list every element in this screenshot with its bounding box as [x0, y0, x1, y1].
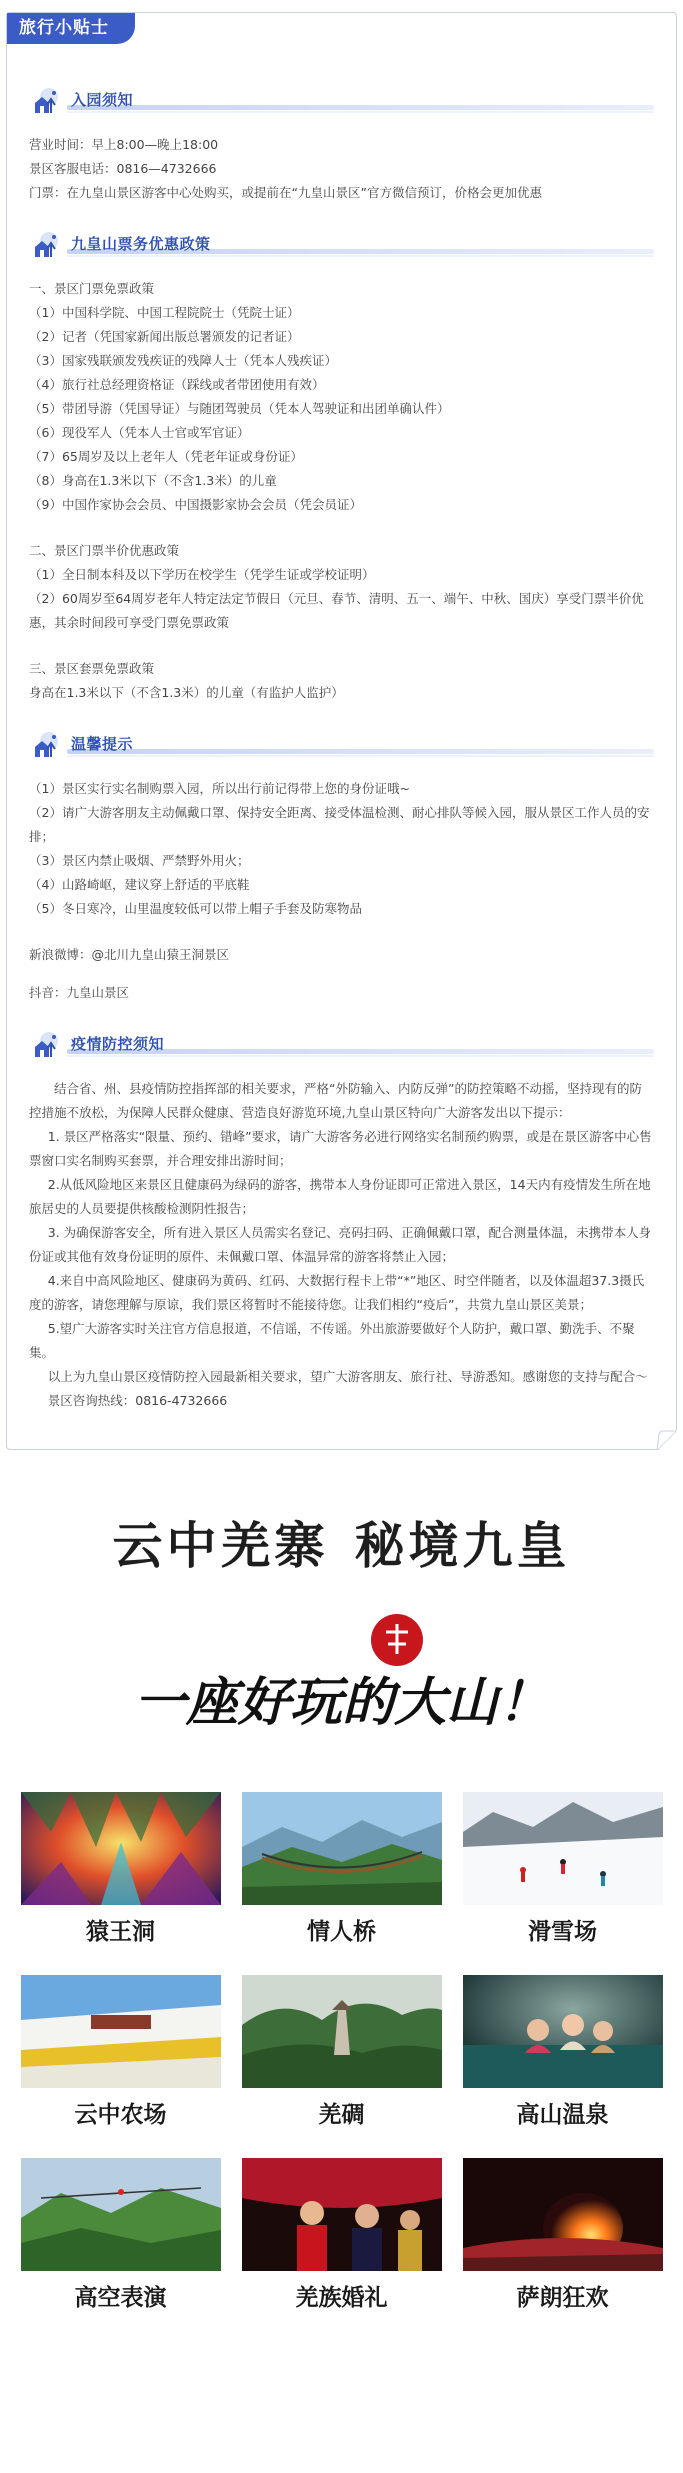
section-title: 温馨提示 [71, 735, 134, 753]
text-line: （3）景区内禁止吸烟、严禁野外用火； [29, 853, 250, 868]
house-tree-icon [29, 227, 63, 261]
promo-title-left: 云中羌寨 [112, 1516, 329, 1575]
slogan-calligraphy [0, 1602, 683, 1752]
text-line: （4）旅行社总经理资格证（踩线或者带团使用有效） [29, 377, 325, 392]
attraction-tile[interactable] [242, 1975, 442, 2132]
section-ticket-policy [29, 227, 654, 705]
hotline: 景区咨询热线：0816-4732666 [47, 1393, 228, 1408]
attraction-label: 猿王洞 [86, 1918, 155, 1945]
paragraph: 3. 为确保游客安全，所有进入景区人员需实名登记、亮码扫码、正确佩戴口罩，配合测量体温，未携带本人身份证或其他有效身份证明的原件、未佩戴口罩、体温异常的游客将禁止入园； [29, 1225, 652, 1264]
section-underline [67, 749, 654, 754]
text-line: （2）请广大游客朋友主动佩戴口罩、保持安全距离、接受体温检测、耐心排队等候入园，服从景区工作人员的安排； [29, 805, 650, 844]
house-tree-icon [29, 727, 63, 761]
attraction-label: 滑雪场 [528, 1918, 597, 1945]
house-tree-icon [29, 1027, 63, 1061]
attraction-label: 高山温泉 [516, 2101, 609, 2128]
text-line: （1）全日制本科及以下学历在校学生（凭学生证或学校证明） [29, 567, 375, 582]
text-line: （8）身高在1.3米以下（不含1.3米）的儿童 [29, 473, 277, 488]
section-header [29, 83, 654, 117]
text-line: （5）带团导游（凭国导证）与随团驾驶员（凭本人驾驶证和出团单确认件） [29, 401, 450, 416]
house-tree-icon [29, 83, 63, 117]
attraction-tile[interactable] [463, 2158, 663, 2315]
attraction-tile[interactable] [463, 1792, 663, 1949]
attraction-tile[interactable] [242, 2158, 442, 2315]
attraction-label: 情人桥 [307, 1918, 376, 1945]
promo-title-right: 秘境九皇 [354, 1516, 571, 1575]
text-line: 二、景区门票半价优惠政策 [29, 543, 180, 558]
section-header [29, 1027, 654, 1061]
attraction-photo-carnival [463, 2158, 663, 2271]
slogan-art [133, 1602, 550, 1752]
text-line: （2）记者（凭国家新闻出版总署颁发的记者证） [29, 329, 300, 344]
attractions-grid [0, 1792, 683, 2315]
text-line: （2）60周岁至64周岁老年人特定法定节假日（元旦、春节、清明、五一、端午、中秋、国庆）享受门票半价优惠，其余时间段可享受门票免票政策 [29, 591, 644, 630]
text-line: 身高在1.3米以下（不含1.3米）的儿童（有监护人监护） [29, 685, 344, 700]
card-tag: 旅行小贴士 [7, 13, 135, 44]
text-line: （5）冬日寒冷，山里温度较低可以带上帽子手套及防寒物品 [29, 901, 362, 916]
promo-section [0, 1450, 683, 2355]
section-header [29, 227, 654, 261]
text-line: （7）65周岁及以上老年人（凭老年证或身份证） [29, 449, 303, 464]
section-title: 九皇山票务优惠政策 [71, 235, 211, 253]
paragraph: 5.望广大游客实时关注官方信息报道，不信谣，不传谣。外出旅游要做好个人防护，戴口罩、勤洗手、不聚集。 [29, 1321, 635, 1360]
attraction-photo-tower [242, 1975, 442, 2088]
text-line: 营业时间：早上8:00—晚上18:00 [29, 137, 219, 152]
text-line: （3）国家残联颁发残疾证的残障人士（凭本人残疾证） [29, 353, 337, 368]
attraction-tile[interactable] [21, 1975, 221, 2132]
tips-card [6, 12, 677, 1450]
section-underline [67, 105, 654, 110]
attraction-photo-ski [463, 1792, 663, 1905]
attraction-label: 羌碉 [318, 2101, 365, 2128]
attraction-photo-aerial [21, 2158, 221, 2271]
attraction-label: 萨朗狂欢 [516, 2284, 609, 2311]
text-line: （4）山路崎岖，建议穿上舒适的平底鞋 [29, 877, 250, 892]
section-epidemic-notice [29, 1027, 654, 1413]
weibo-account: 新浪微博：@北川九皇山猿王洞景区 [29, 947, 230, 962]
attraction-label: 高空表演 [74, 2284, 167, 2311]
text-line: 景区客服电话：0816—4732666 [29, 161, 217, 176]
attraction-label: 云中农场 [74, 2101, 167, 2128]
section-title: 疫情防控须知 [71, 1035, 165, 1053]
attraction-label: 羌族婚礼 [295, 2284, 388, 2311]
attraction-photo-spring [463, 1975, 663, 2088]
attraction-photo-bridge [242, 1792, 442, 1905]
attraction-tile[interactable] [21, 2158, 221, 2315]
attraction-tile[interactable] [242, 1792, 442, 1949]
text-line: （9）中国作家协会会员、中国摄影家协会会员（凭会员证） [29, 497, 362, 512]
attraction-photo-cave [21, 1792, 221, 1905]
attraction-photo-wedding [242, 2158, 442, 2271]
text-line: 三、景区套票免票政策 [29, 661, 155, 676]
folded-corner [657, 1430, 677, 1450]
text-line: 门票：在九皇山景区游客中心处购买，或提前在“九皇山景区”官方微信预订，价格会更加优惠 [29, 185, 542, 200]
paragraph: 结合省、州、县疫情防控指挥部的相关要求，严格“外防输入、内防反弹”的防控策略不动摇，坚持现有的防控措施不放松，为保障人民群众健康、营造良好游览环境,九皇山景区特向广大游客发出以下提示： [29, 1081, 642, 1120]
section-entry-notice [29, 83, 654, 205]
paragraph: 1. 景区严格落实“限量、预约、错峰”要求，请广大游客务必进行网络实名制预约购票，或是在景区游客中心售票窗口实名制购买套票，并合理安排出游时间； [29, 1129, 652, 1168]
text-line: （1）景区实行实名制购票入园，所以出行前记得带上您的身份证哦~ [29, 781, 410, 796]
attraction-tile[interactable] [21, 1792, 221, 1949]
section-warm-tips [29, 727, 654, 1005]
text-line: （6）现役军人（凭本人士官或军官证） [29, 425, 250, 440]
paragraph: 4.来自中高风险地区、健康码为黄码、红码、大数据行程卡上带“*”地区、时空伴随者，以及体温超37.3摄氏度的游客，请您理解与原谅，我们景区将暂时不能接待您。让我们相约“疫后”，共赏九皇山景区美景； [29, 1273, 645, 1312]
paragraph: 以上为九皇山景区疫情防控入园最新相关要求，望广大游客朋友、旅行社、导游悉知。感谢您的支持与配合～ [47, 1369, 648, 1384]
attraction-tile[interactable] [463, 1975, 663, 2132]
text-line: 一、景区门票免票政策 [29, 281, 155, 296]
paragraph: 2.从低风险地区来景区且健康码为绿码的游客，携带本人身份证即可正常进入景区，14天内有疫情发生所在地旅居史的人员要提供核酸检测阴性报告； [29, 1177, 651, 1216]
douyin-account: 抖音：九皇山景区 [29, 985, 130, 1000]
attraction-photo-farm [21, 1975, 221, 2088]
slogan-text: 一座好玩的大山！ [133, 1672, 550, 1733]
promo-title [0, 1514, 683, 1578]
section-title: 入园须知 [71, 91, 134, 109]
text-line: （1）中国科学院、中国工程院院士（凭院士证） [29, 305, 300, 320]
section-header [29, 727, 654, 761]
